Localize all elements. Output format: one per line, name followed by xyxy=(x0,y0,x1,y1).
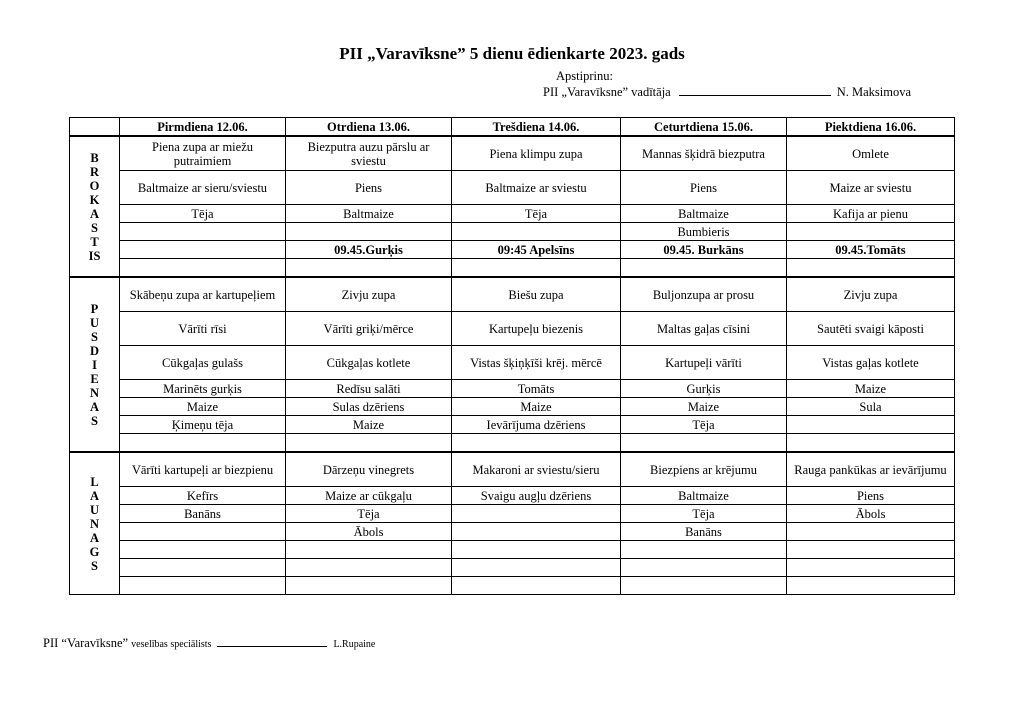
dish-cell: Tēja xyxy=(621,505,787,523)
dish-cell: Cūkgaļas kotlete xyxy=(286,346,452,380)
dish-cell: Baltmaize ar sieru/sviestu xyxy=(120,171,286,205)
dish-cell xyxy=(452,259,621,278)
dish-cell: Piena zupa ar miežu putraimiem xyxy=(120,136,286,171)
dish-cell xyxy=(120,523,286,541)
dish-cell: Baltmaize xyxy=(621,205,787,223)
footer xyxy=(43,636,375,651)
dish-cell: Dārzeņu vinegrets xyxy=(286,452,452,487)
dish-cell: Sautēti svaigi kāposti xyxy=(787,312,955,346)
menu-row xyxy=(70,398,955,416)
dish-cell: Ķimeņu tēja xyxy=(120,416,286,434)
dish-cell xyxy=(120,241,286,259)
menu-row xyxy=(70,346,955,380)
dish-cell xyxy=(120,559,286,577)
menu-row xyxy=(70,312,955,346)
day-header-row xyxy=(70,118,955,137)
dish-cell: Rauga pankūkas ar ievārījumu xyxy=(787,452,955,487)
dish-cell: Maize ar sviestu xyxy=(787,171,955,205)
menu-row xyxy=(70,505,955,523)
dish-cell: Sula xyxy=(787,398,955,416)
dish-cell: 09.45. Burkāns xyxy=(621,241,787,259)
dish-cell: Maize xyxy=(621,398,787,416)
dish-cell: Ābols xyxy=(286,523,452,541)
meal-label-text: PUSDIENAS xyxy=(89,301,100,428)
dish-cell xyxy=(787,559,955,577)
dish-cell: Biezputra auzu pārslu ar sviestu xyxy=(286,136,452,171)
dish-cell xyxy=(452,523,621,541)
dish-cell xyxy=(452,541,621,559)
menu-row xyxy=(70,559,955,577)
menu-row xyxy=(70,259,955,278)
signature-line xyxy=(679,85,831,96)
dish-cell: Omlete xyxy=(787,136,955,171)
dish-cell: Baltmaize ar sviestu xyxy=(452,171,621,205)
dish-cell xyxy=(621,577,787,595)
dish-cell xyxy=(452,434,621,453)
dish-cell: Vārīti griķi/mērce xyxy=(286,312,452,346)
dish-cell: Vārīti rīsi xyxy=(120,312,286,346)
meal-label-text: BROKASTIS xyxy=(88,150,101,263)
dish-cell: Piena klimpu zupa xyxy=(452,136,621,171)
dish-cell: Banāns xyxy=(621,523,787,541)
dish-cell: Bumbieris xyxy=(621,223,787,241)
dish-cell xyxy=(452,505,621,523)
dish-cell: 09.45.Gurķis xyxy=(286,241,452,259)
dish-cell: Tēja xyxy=(452,205,621,223)
dish-cell: Gurķis xyxy=(621,380,787,398)
dish-cell: 09.45.Tomāts xyxy=(787,241,955,259)
menu-row xyxy=(70,541,955,559)
dish-cell xyxy=(621,559,787,577)
footer-org: PII “Varavīksne” xyxy=(43,636,129,650)
dish-cell: Svaigu augļu dzēriens xyxy=(452,487,621,505)
dish-cell: Vistas šķiņķīši krēj. mērcē xyxy=(452,346,621,380)
dish-cell xyxy=(286,259,452,278)
menu-row xyxy=(70,136,955,171)
dish-cell xyxy=(286,577,452,595)
menu-row xyxy=(70,241,955,259)
dish-cell: Biezpiens ar krējumu xyxy=(621,452,787,487)
dish-cell: Baltmaize xyxy=(621,487,787,505)
menu-row xyxy=(70,223,955,241)
menu-row xyxy=(70,277,955,312)
dish-cell: Kartupeļi vārīti xyxy=(621,346,787,380)
dish-cell: Vistas gaļas kotlete xyxy=(787,346,955,380)
dish-cell xyxy=(120,541,286,559)
dish-cell xyxy=(120,259,286,278)
dish-cell: Ievārījuma dzēriens xyxy=(452,416,621,434)
dish-cell: Mannas šķidrā biezputra xyxy=(621,136,787,171)
menu-row xyxy=(70,434,955,453)
dish-cell: Kafija ar pienu xyxy=(787,205,955,223)
dish-cell xyxy=(120,577,286,595)
dish-cell xyxy=(787,523,955,541)
corner-cell xyxy=(70,118,120,137)
menu-table xyxy=(69,117,955,595)
dish-cell: Zivju zupa xyxy=(787,277,955,312)
menu-row xyxy=(70,171,955,205)
page-title: PII „Varavīksne” 5 dienu ēdienkarte 2023. gads xyxy=(339,44,685,63)
dish-cell xyxy=(286,559,452,577)
dish-cell xyxy=(452,223,621,241)
footer-role: veselības speciālists xyxy=(131,639,212,650)
approval-label: Apstiprinu: xyxy=(556,69,613,83)
dish-cell xyxy=(452,559,621,577)
meal-label-launags xyxy=(70,452,120,595)
dish-cell: 09:45 Apelsīns xyxy=(452,241,621,259)
dish-cell: Maize xyxy=(787,380,955,398)
dish-cell: Maize ar cūkgaļu xyxy=(286,487,452,505)
dish-cell xyxy=(787,259,955,278)
dish-cell xyxy=(621,434,787,453)
dish-cell xyxy=(120,434,286,453)
dish-cell: Piens xyxy=(286,171,452,205)
dish-cell: Tēja xyxy=(621,416,787,434)
dish-cell: Maize xyxy=(452,398,621,416)
dish-cell: Cūkgaļas gulašs xyxy=(120,346,286,380)
footer-name: L.Rupaine xyxy=(333,639,376,650)
day-header: Piektdiena 16.06. xyxy=(787,118,955,137)
menu-row xyxy=(70,523,955,541)
dish-cell: Banāns xyxy=(120,505,286,523)
dish-cell: Baltmaize xyxy=(286,205,452,223)
dish-cell xyxy=(787,223,955,241)
dish-cell: Kefīrs xyxy=(120,487,286,505)
dish-cell xyxy=(621,541,787,559)
dish-cell: Buljonzupa ar prosu xyxy=(621,277,787,312)
meal-label-brokastis xyxy=(70,136,120,277)
approval-line xyxy=(543,85,911,100)
dish-cell: Makaroni ar sviestu/sieru xyxy=(452,452,621,487)
dish-cell xyxy=(787,434,955,453)
day-header: Trešdiena 14.06. xyxy=(452,118,621,137)
dish-cell: Sulas dzēriens xyxy=(286,398,452,416)
dish-cell: Piens xyxy=(621,171,787,205)
dish-cell xyxy=(452,577,621,595)
dish-cell: Zivju zupa xyxy=(286,277,452,312)
dish-cell: Skābeņu zupa ar kartupeļiem xyxy=(120,277,286,312)
dish-cell: Maize xyxy=(286,416,452,434)
dish-cell: Biešu zupa xyxy=(452,277,621,312)
dish-cell: Piens xyxy=(787,487,955,505)
dish-cell: Tēja xyxy=(120,205,286,223)
day-header: Otrdiena 13.06. xyxy=(286,118,452,137)
approval-role: PII „Varavīksne” vadītāja xyxy=(543,85,671,99)
dish-cell: Vārīti kartupeļi ar biezpienu xyxy=(120,452,286,487)
menu-row xyxy=(70,487,955,505)
dish-cell xyxy=(286,434,452,453)
menu-row xyxy=(70,452,955,487)
dish-cell xyxy=(286,541,452,559)
dish-cell xyxy=(120,223,286,241)
dish-cell: Redīsu salāti xyxy=(286,380,452,398)
dish-cell: Maltas gaļas cīsini xyxy=(621,312,787,346)
dish-cell xyxy=(621,259,787,278)
menu-row xyxy=(70,416,955,434)
dish-cell: Kartupeļu biezenis xyxy=(452,312,621,346)
dish-cell xyxy=(787,541,955,559)
dish-cell: Tēja xyxy=(286,505,452,523)
meal-label-pusdienas xyxy=(70,277,120,452)
dish-cell xyxy=(787,416,955,434)
approval-name: N. Maksimova xyxy=(836,85,912,99)
dish-cell: Marinēts gurķis xyxy=(120,380,286,398)
menu-row xyxy=(70,205,955,223)
day-header: Ceturtdiena 15.06. xyxy=(621,118,787,137)
day-header: Pirmdiena 12.06. xyxy=(120,118,286,137)
footer-signature-line xyxy=(217,637,327,647)
menu-row xyxy=(70,577,955,595)
dish-cell: Tomāts xyxy=(452,380,621,398)
dish-cell xyxy=(787,577,955,595)
dish-cell: Ābols xyxy=(787,505,955,523)
menu-row xyxy=(70,380,955,398)
meal-label-text: LAUNAGS xyxy=(89,474,100,573)
dish-cell: Maize xyxy=(120,398,286,416)
dish-cell xyxy=(286,223,452,241)
